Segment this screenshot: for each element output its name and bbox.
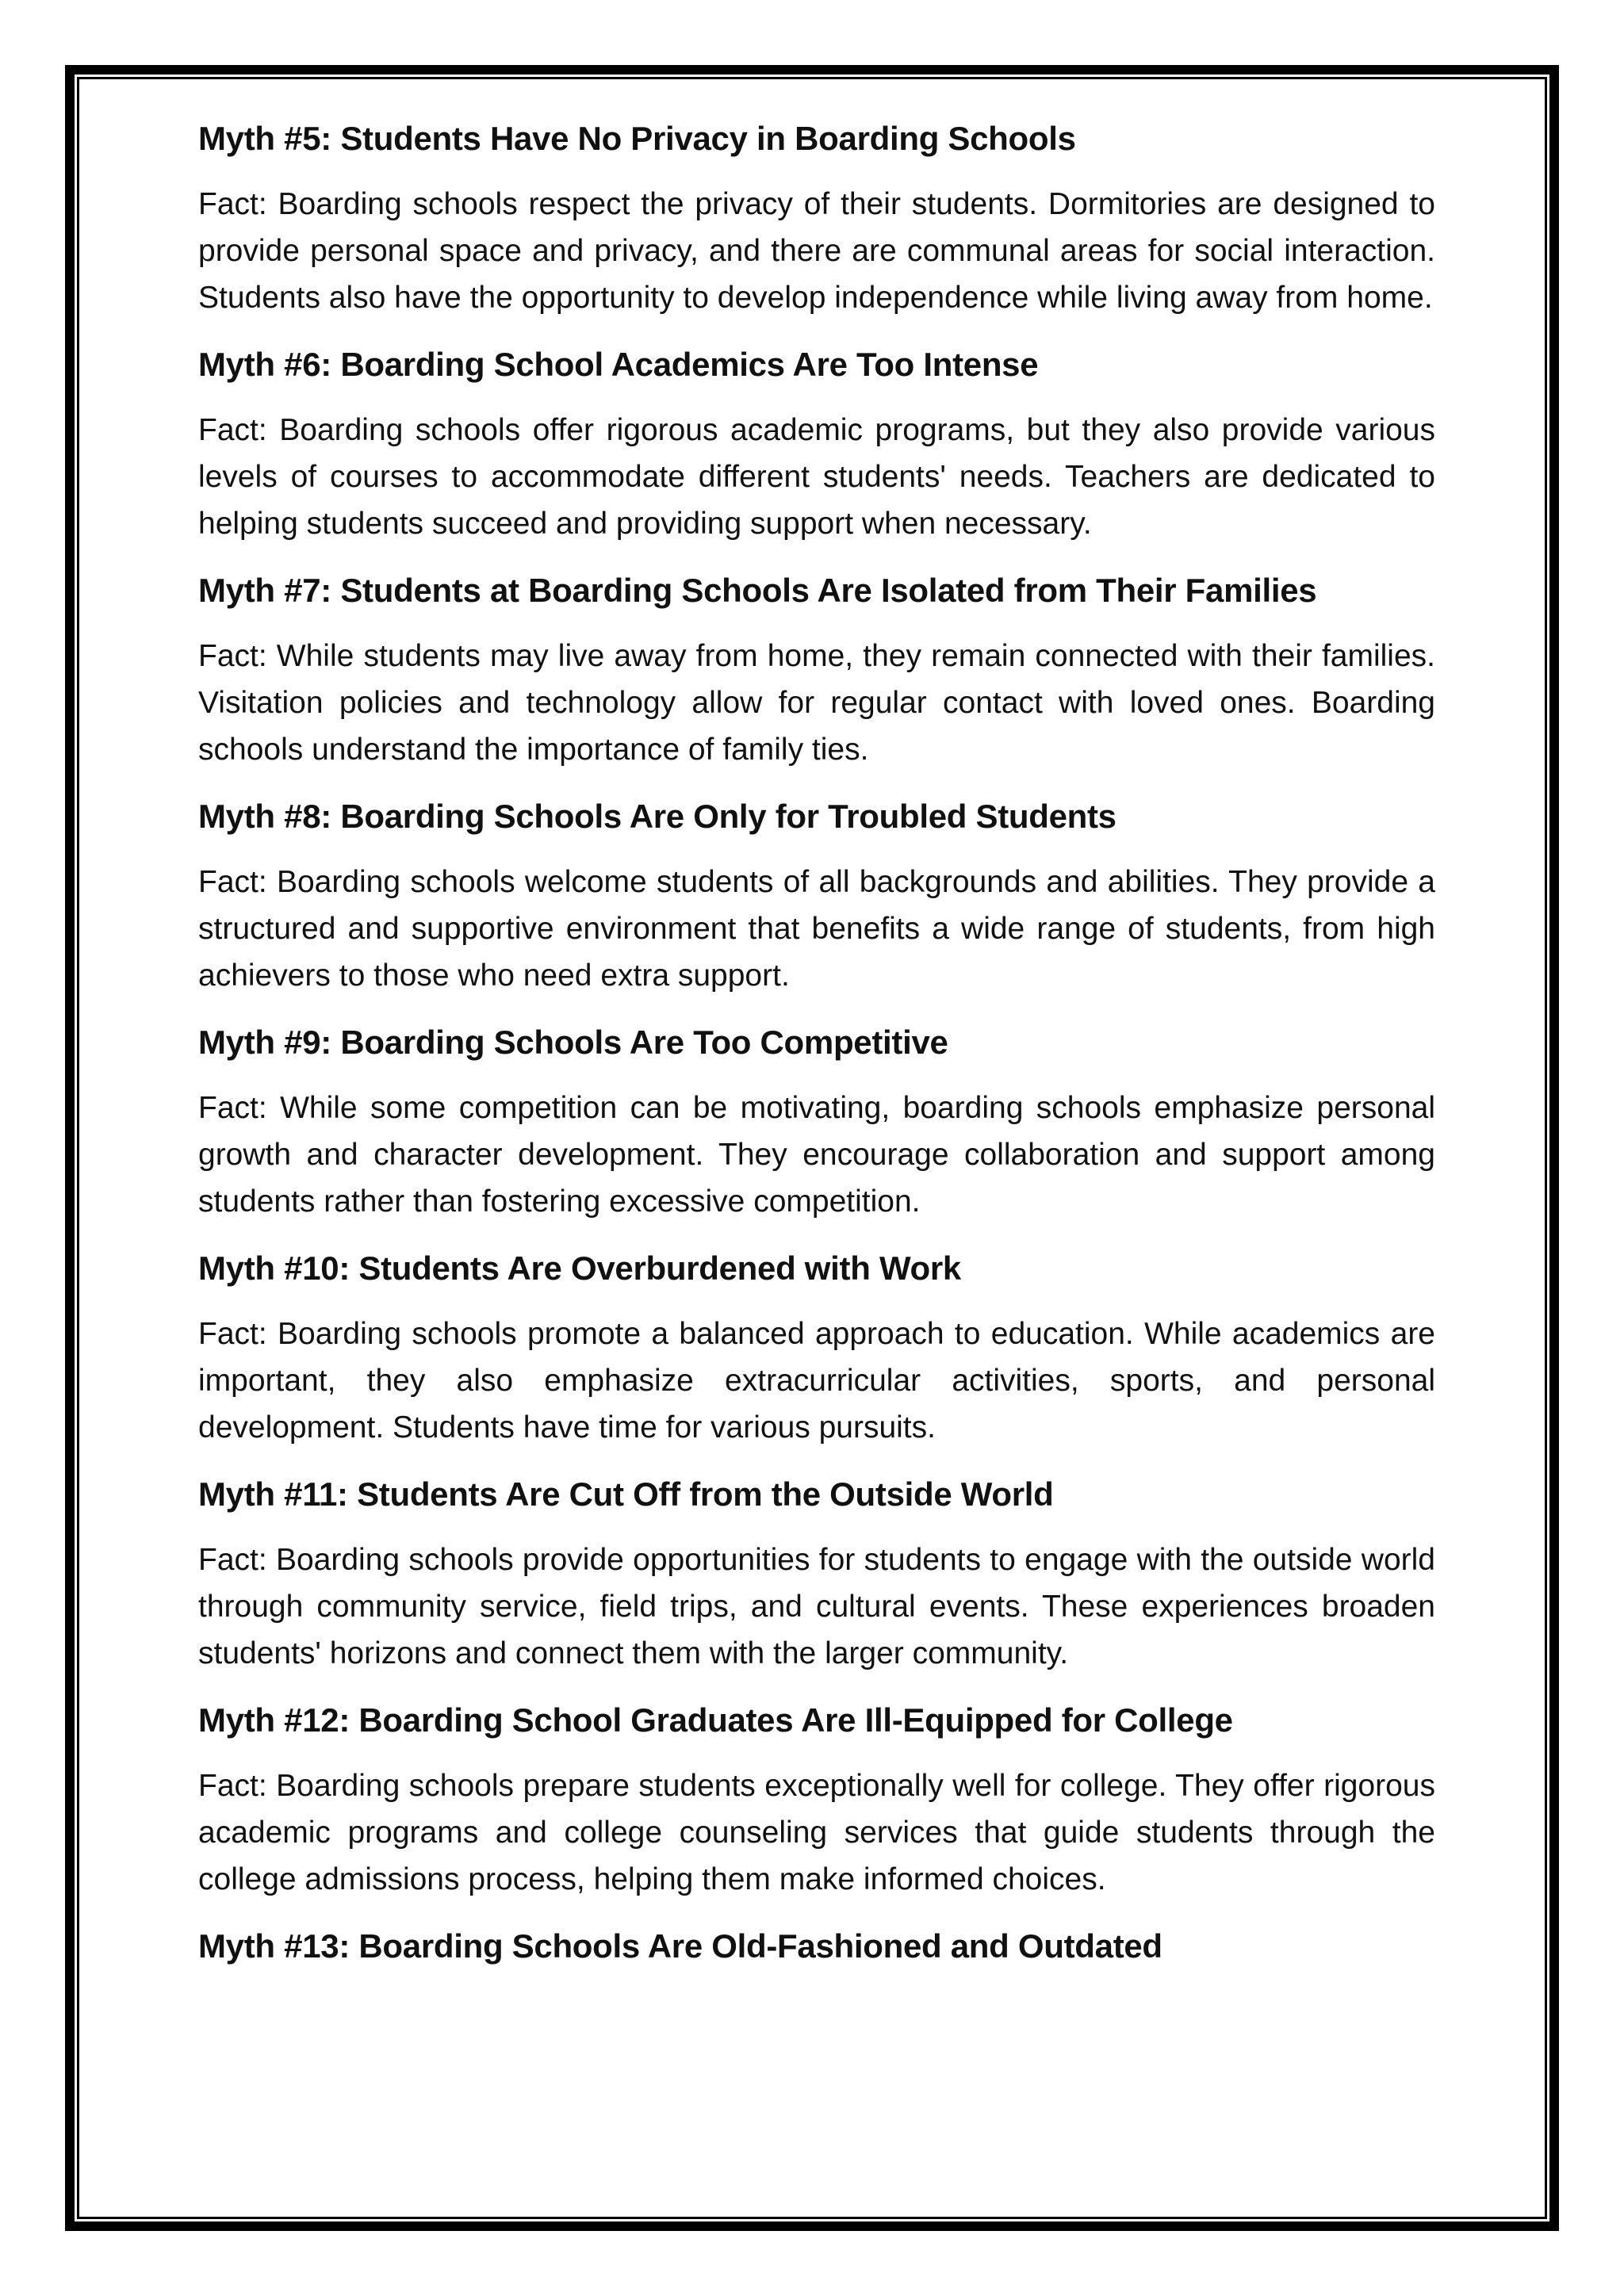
myth-fact-paragraph: Fact: Boarding schools offer rigorous academic programs, but they also provide various levels of courses to accommodate different students' needs. Teachers are dedicated to helping students succeed and providing support when necessary. — [198, 413, 1435, 541]
document-body — [198, 117, 1435, 1988]
myth-heading: Myth #12: Boarding School Graduates Are Ill-Equipped for College — [198, 1701, 1233, 1739]
myth-fact-paragraph: Fact: While students may live away from home, they remain connected with their families. Visitation policies and technology allow for regular contact with loved ones. Boarding schools understand the importance of family ties. — [198, 639, 1435, 767]
myth-fact-paragraph: Fact: Boarding schools promote a balanced approach to education. While academics are important, they also emphasize extracurricular activities, sports, and personal development. Students have time for various pursuits. — [198, 1317, 1435, 1445]
myth-section-11 — [198, 1473, 1435, 1677]
myth-heading: Myth #7: Students at Boarding Schools Are Isolated from Their Families — [198, 572, 1317, 609]
myth-heading: Myth #5: Students Have No Privacy in Boarding Schools — [198, 120, 1076, 157]
myth-heading: Myth #11: Students Are Cut Off from the Outside World — [198, 1475, 1054, 1513]
myth-section-6 — [198, 343, 1435, 547]
myth-section-5 — [198, 117, 1435, 321]
myth-heading: Myth #9: Boarding Schools Are Too Competitive — [198, 1024, 948, 1061]
myth-section-8 — [198, 795, 1435, 999]
myth-section-7 — [198, 569, 1435, 773]
myth-fact-paragraph: Fact: Boarding schools welcome students of all backgrounds and abilities. They provide a structured and supportive environment that benefits a wide range of students, from high achievers to those who need extra support. — [198, 865, 1435, 993]
myth-fact-paragraph: Fact: Boarding schools prepare students exceptionally well for college. They offer rigorous academic programs and college counseling services that guide students through the college admissions process, helping them make informed choices. — [198, 1769, 1435, 1896]
myth-section-13 — [198, 1925, 1435, 1968]
myth-heading: Myth #6: Boarding School Academics Are Too Intense — [198, 346, 1039, 383]
myth-fact-paragraph: Fact: Boarding schools respect the privacy of their students. Dormitories are designed to provide personal space and privacy, and there are communal areas for social interaction. Students also have the opportunity to develop independence while living away from home. — [198, 187, 1435, 315]
myth-fact-paragraph: Fact: Boarding schools provide opportunities for students to engage with the outside world through community service, field trips, and cultural events. These experiences broaden students' horizons and connect them with the larger community. — [198, 1543, 1435, 1670]
myth-heading: Myth #13: Boarding Schools Are Old-Fashioned and Outdated — [198, 1927, 1162, 1965]
myth-section-9 — [198, 1021, 1435, 1225]
myth-section-12 — [198, 1699, 1435, 1903]
myth-fact-paragraph: Fact: While some competition can be motivating, boarding schools emphasize personal growth and character development. They encourage collaboration and support among students rather than fostering excessive competition. — [198, 1091, 1435, 1219]
myth-section-10 — [198, 1247, 1435, 1451]
myth-heading: Myth #8: Boarding Schools Are Only for Troubled Students — [198, 798, 1116, 835]
myth-heading: Myth #10: Students Are Overburdened with Work — [198, 1249, 961, 1287]
